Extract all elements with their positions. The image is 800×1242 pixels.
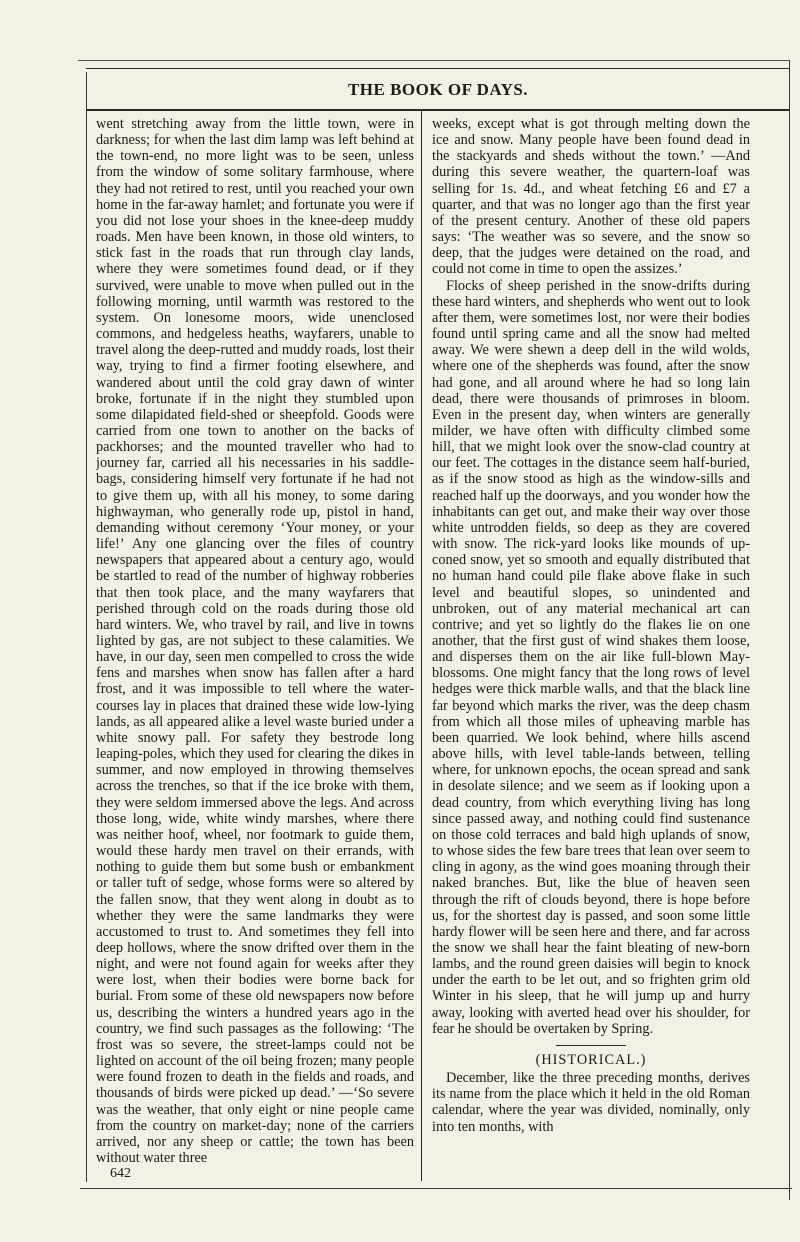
right-paragraph: Flocks of sheep perished in the snow-drifts during these hard winters, and shepherds who went out to look after them, were sometimes lost, nor were their bodies found until spring came and all the snow had melted away. We were shewn a deep dell in the wild wolds, where one of the shepherds was found, after the snow had gone, and all around where he had so long lain dead, there were thousands of primroses in bloom. Even in the present day, when winters are generally milder, we have often with difficulty climbed some hill, that we might look over the snow-clad country at our feet. The cottages in the distance seem half-buried, as if the snow stood as high as the window-sills and reached half up the doorways, and you wonder how the inhabitants can get out, and make their way over those white untrodden fields, so deep as they are covered with snow. The rick-yard looks like mounds of up-coned snow, yet so smooth and equally distributed that no human hand could pile flake above flake in such level and beautiful slopes, so unindented and unbroken, out of any material mechanical art can contrive; and yet so lightly do the flakes lie on one another, that the first gust of wind shakes them loose, and disperses them on the air like full-blown May-blossoms. One might fancy that the long rows of level hedges were thick marble walls, and that the black line far beyond which marks the river, was the deep chasm from which all those miles of upheaving marble has been quarried. We look behind, where hills ascend above hills, with level table-lands between, telling where, for unknown epochs, the ocean spread and sank in desolate silence; and we seem as if looking upon a dead country, from which everything living has long since passed away, and nothing could find sustenance on those cold terraces and bald high uplands of snow, to whose sides the few bare trees that lean over seem to cling in agony, as the wind goes moaning through their naked branches. But, like the blue of heaven seen through the rift of clouds beyond, there is hope before us, for the shortest day is passed, and soon some little hardy flower will be seen here and there, and far across the snow we shall hear the faint bleating of new-born lambs, and the round green daisies will begin to knock under the earth to be let out, and so frighten grim old Winter in his sleep, that he will jump up and hurry away, looking with averted head over his shoulder, for fear he should be overtaken by Spring.	[432, 277, 750, 1037]
running-head-text: THE BOOK OF DAYS.	[347, 80, 529, 99]
section-heading-text: (HISTORICAL.)	[535, 1051, 647, 1068]
left-margin-rule	[86, 72, 87, 1182]
right-margin-rule	[789, 60, 790, 1200]
left-paragraph: went stretching away from the little town, were in darkness; for when the last dim lamp was left behind at the town-end, no more light was to be seen, unless from the window of some solitary farmhouse, where they had not retired to rest, until you reached your own home in the far-away hamlet; and fortunate you were if you did not lose your shoes in the knee-deep muddy roads. Men have been known, in those old winters, to stick fast in the roads that run through clay lands, where they were sometimes found dead, or if they survived, were unable to move when pulled out in the following morning, until warmth was restored to the system. On lonesome moors, wide unenclosed commons, and hedgeless heaths, wayfarers, unable to travel along the deep-rutted and muddy roads, lost their way, trying to find a firmer footing elsewhere, and wandered about until the cold gray dawn of winter broke, fortunate if in the night they stumbled upon some dilapidated field-shed or sheepfold. Goods were carried from one town to another on the backs of packhorses; and the mounted traveller who had to journey far, carried all his necessaries in his saddle-bags, considering himself very fortunate if he had not to give them up, with all his money, to some daring highwayman, who generally rode up, pistol in hand, demanding without ceremony ‘Your money, or your life!’ Any one glancing over the files of country newspapers that appeared about a century ago, would be startled to read of the number of highway robberies that then took place, and the many wayfarers that perished through cold on the roads during those old hard winters. We, who travel by rail, and live in towns lighted by gas, are not subject to these calamities. We have, in our day, seen men compelled to cross the wide fens and marshes when snow has fallen after a hard frost, and it was impossible to tell where the water-courses lay in places that drained these wide low-lying lands, as all appeared alike a level waste buried under a white snowy pall. For safety they bestrode long leaping-poles, which they used for clearing the dikes in summer, and now employed in throwing themselves across the trenches, so that if the ice broke with them, they were seldom immersed above the legs. And across those long, wide, white windy marshes, where there was neither hoof, wheel, nor footmark to guide them, would these hardy men travel on their errands, with nothing to guide them but some bush or embankment or taller tuft of sedge, whose forms were so altered by the fallen snow, that they went along in doubt as to whether they were the same landmarks they were accustomed to trust to. And sometimes they fell into deep hollows, where the snow drifted over them in the night, and were not found again for weeks after they were lost, when their bodies were borne back for burial. From some of these old newspapers now before us, describing the winters a hundred years ago in the country, we find such passages as the following: ‘The frost was so severe, the street-lamps could not be lighted on account of the oil being frozen; many people were found frozen to death in the fields and roads, and thousands of birds were picked up dead.’ —‘So severe was the weather, that only eight or nine people came from the country on market-day; none of the carriers arrived, nor any sheep or cattle; the town has been without water three	[96, 116, 414, 1166]
column-divider	[421, 111, 422, 1181]
header-rule-bottom	[86, 109, 790, 111]
right-paragraph: weeks, except what is got through melting down the ice and snow. Many people have been found dead in the stackyards and sheds without the town.’ —And during this severe weather, the quartern-loaf was selling for 1s. 4d., and wheat fetching £6 and £7 a quarter, and that was no longer ago than the first year of the present century. Another of these old papers says: ‘The weather was so severe, and the snow so deep, that the judges were detained on the road, and could not come in time to open the assizes.’	[432, 116, 750, 278]
bottom-rule	[80, 1188, 792, 1189]
right-column	[432, 116, 750, 1186]
header-rule-top	[86, 68, 790, 69]
section-heading	[432, 1052, 750, 1068]
page-number: 642	[110, 1166, 131, 1182]
left-column	[96, 116, 414, 1186]
section-separator-rule	[556, 1045, 626, 1046]
running-head	[86, 80, 790, 108]
section-paragraph: December, like the three preceding months, derives its name from the place which it held in the old Roman calendar, where the year was divided, nominally, only into ten months, with	[432, 1070, 750, 1135]
